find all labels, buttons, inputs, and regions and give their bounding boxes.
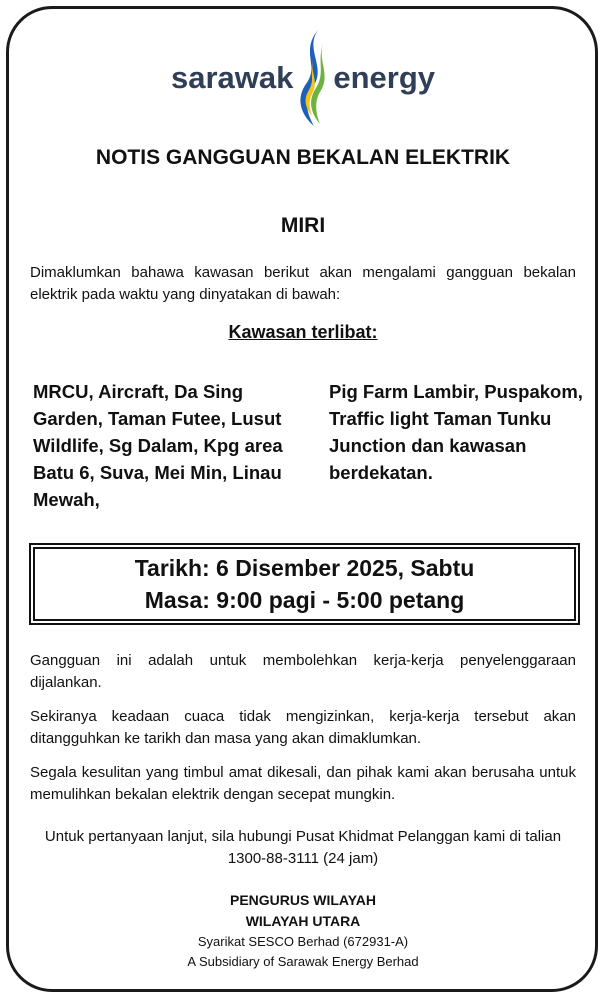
logo-word-energy: energy bbox=[333, 60, 436, 95]
affected-areas-heading: Kawasan terlibat: bbox=[228, 322, 378, 342]
signatory-title: PENGURUS WILAYAH bbox=[230, 892, 376, 908]
time-line: Masa: 9:00 pagi - 5:00 petang bbox=[144, 587, 465, 613]
signatory-region: WILAYAH UTARA bbox=[245, 913, 361, 929]
intro-text: Dimaklumkan bahawa kawasan berikut akan mengalami gangguan bekalan elektrik pada waktu yang dinyatakan di bawah: bbox=[30, 264, 576, 303]
schedule-box bbox=[29, 543, 580, 625]
parent-company: A Subsidiary of Sarawak Energy Berhad bbox=[187, 954, 419, 969]
contact-info: Untuk pertanyaan lanjut, sila hubungi Pusat Khidmat Pelanggan kami di talian 1300-88-3111 (24 jam) bbox=[44, 828, 562, 867]
notice-title: NOTIS GANGGUAN BEKALAN ELEKTRIK bbox=[95, 146, 511, 169]
logo-word-sarawak: sarawak bbox=[170, 60, 294, 95]
flame-logo-icon bbox=[294, 28, 332, 128]
sarawak-energy-logo bbox=[0, 28, 606, 128]
company-name: Syarikat SESCO Berhad (672931-A) bbox=[197, 934, 409, 949]
weather-paragraph: Sekiranya keadaan cuaca tidak mengizinkan, kerja-kerja tersebut akan ditangguhkan ke tarikh dan masa yang akan dimaklumkan. bbox=[30, 708, 576, 747]
affected-areas-left: MRCU, Aircraft, Da Sing Garden, Taman Futee, Lusut Wildlife, Sg Dalam, Kpg area Batu 6, Suva, Mei Min, Linau Mewah, bbox=[33, 381, 283, 510]
date-line: Tarikh: 6 Disember 2025, Sabtu bbox=[134, 555, 475, 581]
region-name: MIRI bbox=[280, 214, 326, 237]
maintenance-paragraph: Gangguan ini adalah untuk membolehkan kerja-kerja penyelenggaraan dijalankan. bbox=[30, 652, 576, 691]
affected-areas-right: Pig Farm Lambir, Puspakom, Traffic light Taman Tunku Junction dan kawasan berdekatan. bbox=[329, 381, 583, 483]
apology-paragraph: Segala kesulitan yang timbul amat dikesali, dan pihak kami akan berusaha untuk memulihkan bekalan elektrik dengan secepat mungkin. bbox=[30, 764, 576, 803]
